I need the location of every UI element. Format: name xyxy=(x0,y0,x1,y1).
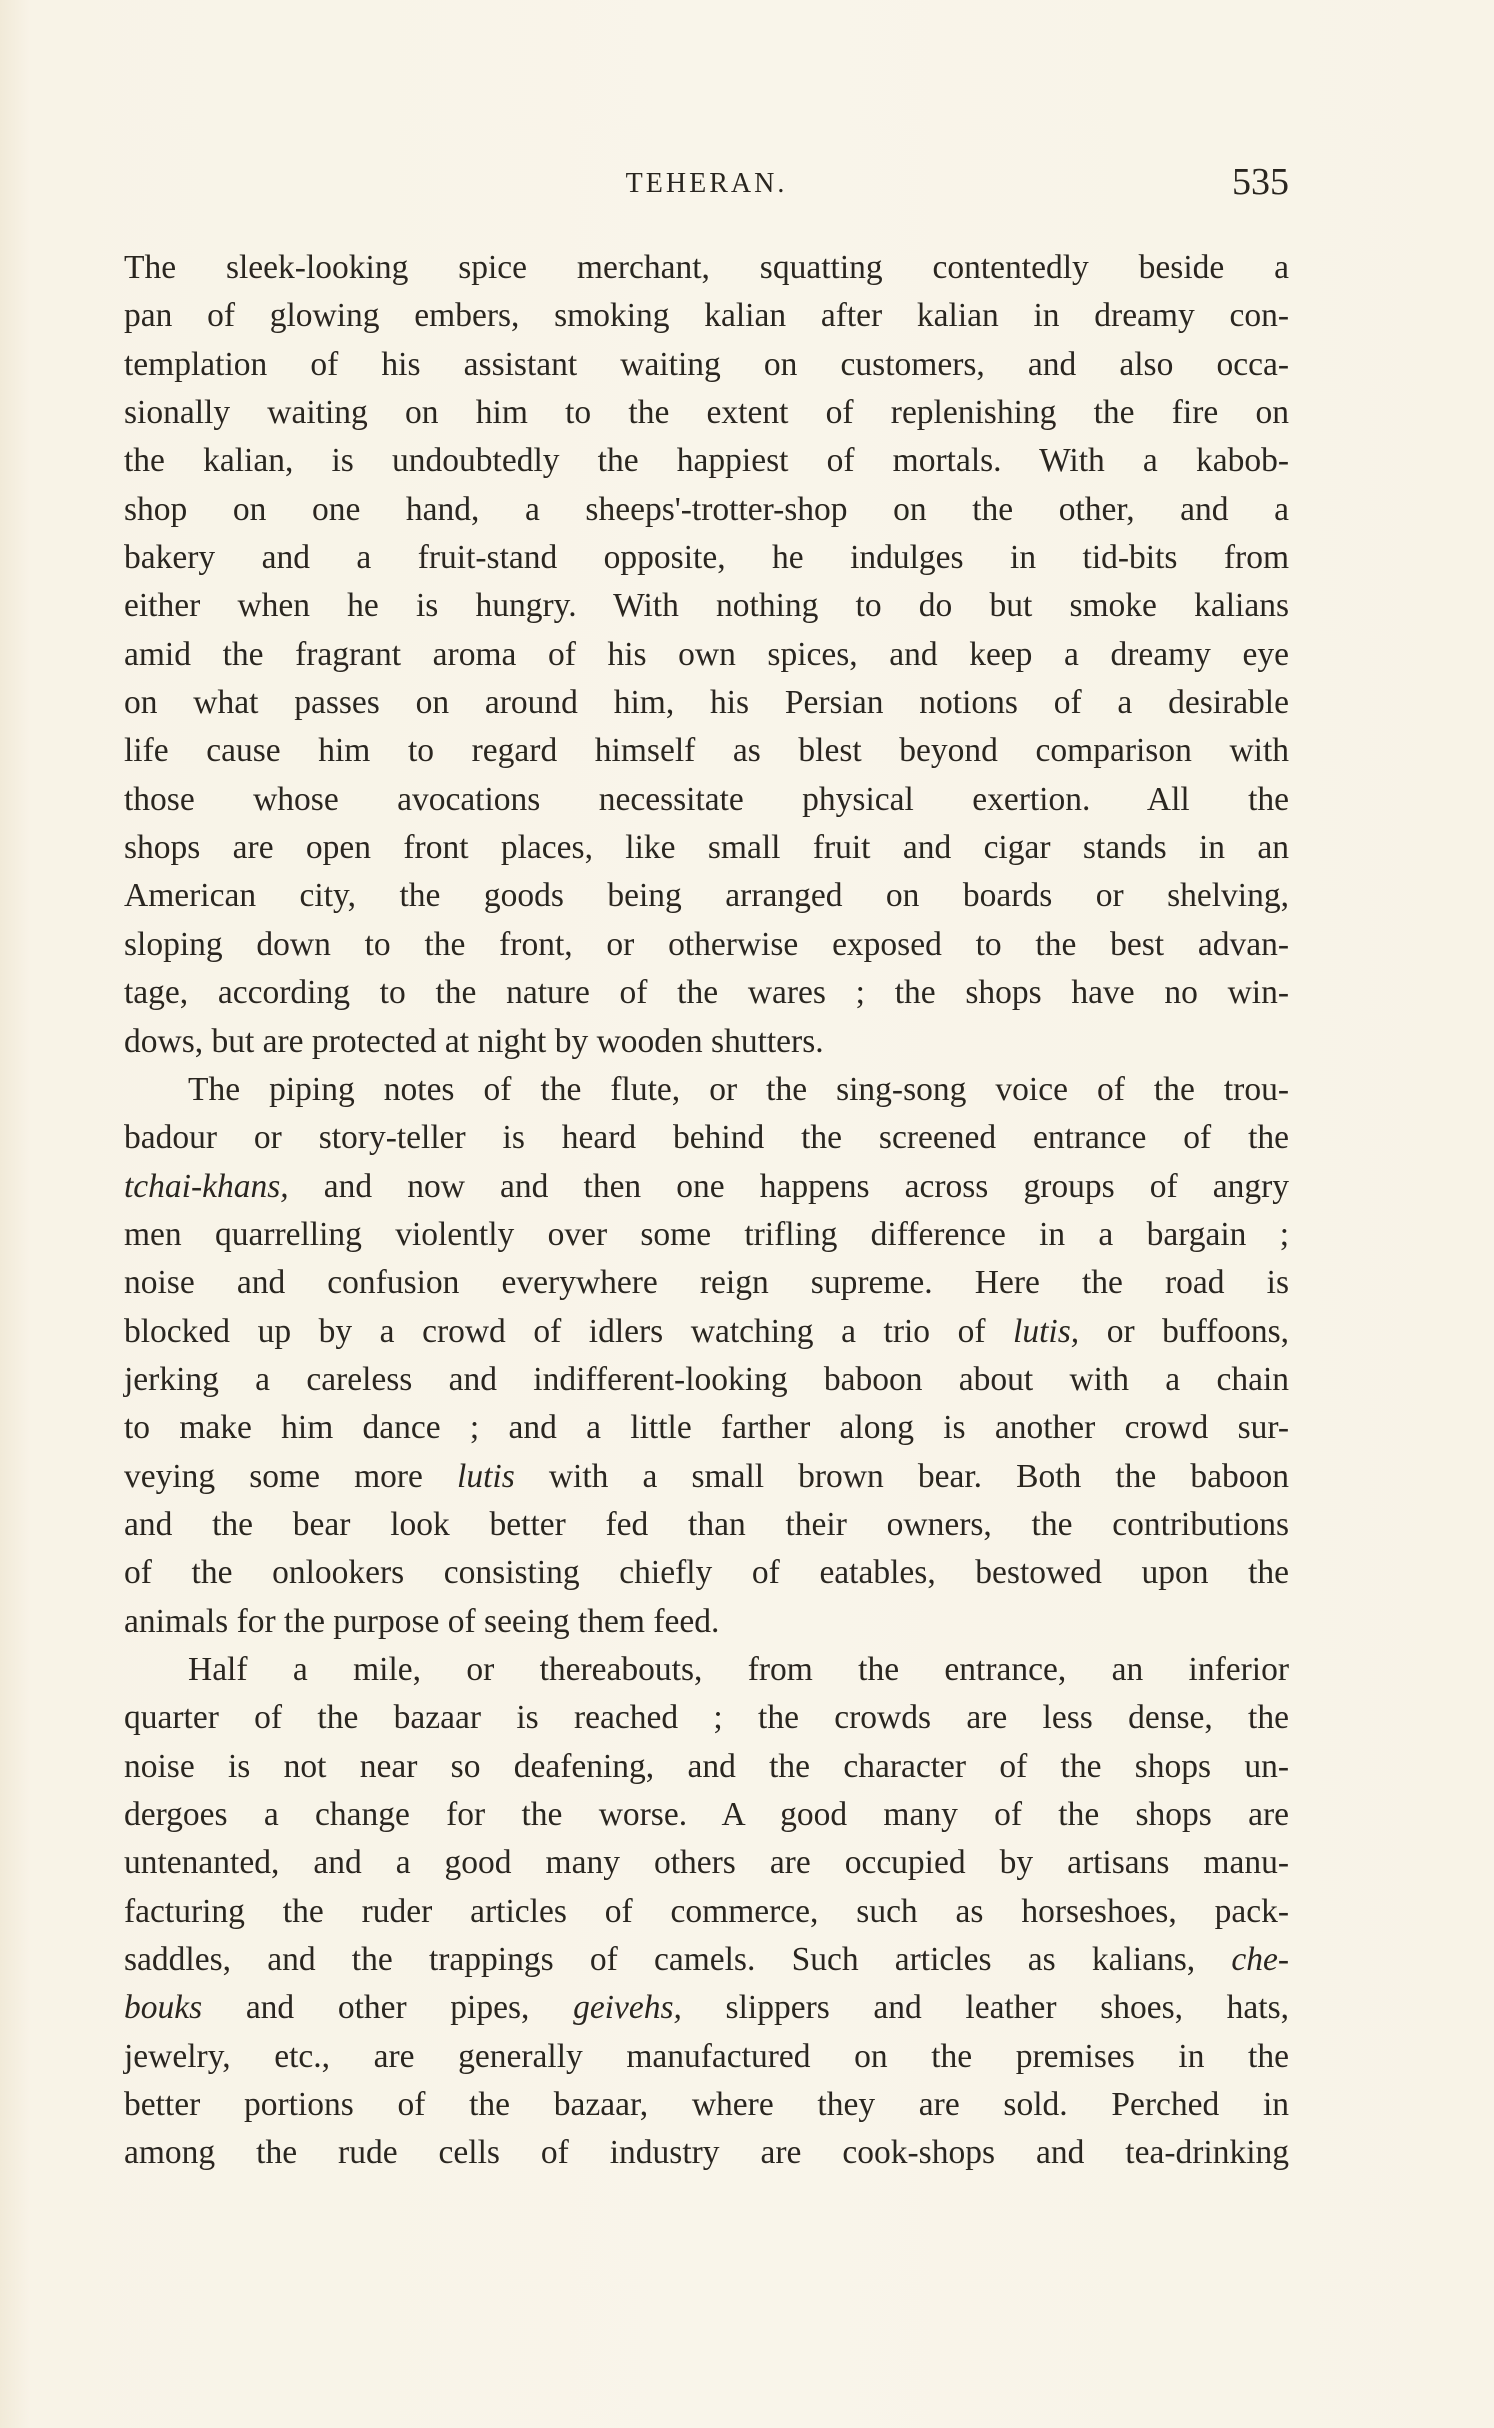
text-line: jewelry, etc., are generally manufactured on the premises in the xyxy=(124,2037,1289,2075)
text-line: dergoes a change for the worse. A good many of the shops are xyxy=(124,1796,1289,1833)
text-line: The piping notes of the flute, or the sing-song voice of the trou- xyxy=(188,1070,1289,1108)
text-line: veying some more lutis with a small brown bear. Both the baboon xyxy=(124,1457,1290,1495)
paragraph xyxy=(124,1066,1289,1646)
paragraph xyxy=(124,1646,1289,2178)
text-line: saddles, and the trappings of camels. Such articles as kalians, che- xyxy=(124,1941,1289,1979)
text-line: pan of glowing embers, smoking kalian after kalian in dreamy con- xyxy=(124,297,1289,335)
text-line: on what passes on around him, his Persian notions of a desirable xyxy=(124,684,1289,722)
italic-term: lutis xyxy=(457,1457,515,1495)
text-line: dows, but are protected at night by wooden shutters. xyxy=(124,1022,824,1060)
text-line: among the rude cells of industry are cook-shops and tea-drinking xyxy=(124,2134,1289,2172)
text-line: bakery and a fruit-stand opposite, he indulges in tid-bits from xyxy=(124,539,1289,577)
text-line: untenanted, and a good many others are occupied by artisans manu- xyxy=(124,1844,1289,1882)
paragraph xyxy=(124,244,1289,1066)
body-text xyxy=(124,244,1289,2178)
text-line: sloping down to the front, or otherwise exposed to the best advan- xyxy=(124,925,1289,963)
text-line: sionally waiting on him to the extent of replenishing the fire on xyxy=(124,394,1289,432)
italic-term: bouks xyxy=(124,1989,203,2027)
text-line: facturing the ruder articles of commerce, such as horseshoes, pack- xyxy=(124,1892,1289,1930)
text-line: bouks and other pipes, geivehs, slippers and leather shoes, hats, xyxy=(124,1989,1290,2027)
text-line: American city, the goods being arranged on boards or shelving, xyxy=(124,877,1289,915)
italic-term: geivehs, xyxy=(573,1989,682,2027)
italic-term: lutis, xyxy=(1013,1312,1080,1350)
text-line: the kalian, is undoubtedly the happiest of mortals. With a kabob- xyxy=(124,442,1289,480)
text-line: quarter of the bazaar is reached ; the crowds are less dense, the xyxy=(124,1699,1289,1737)
text-line: to make him dance ; and a little farther along is another crowd sur- xyxy=(124,1409,1289,1447)
running-head xyxy=(124,160,1289,210)
text-line: noise and confusion everywhere reign supreme. Here the road is xyxy=(124,1264,1289,1302)
text-line: of the onlookers consisting chiefly of eatables, bestowed upon the xyxy=(124,1554,1289,1592)
italic-term: tchai-khans, xyxy=(124,1167,289,1205)
text-line: blocked up by a crowd of idlers watching a trio of lutis, or buffoons, xyxy=(124,1312,1290,1350)
page-number: 535 xyxy=(1232,161,1289,203)
text-line: those whose avocations necessitate physical exertion. All the xyxy=(124,780,1289,818)
running-title: TEHERAN. xyxy=(625,168,788,199)
text-line: templation of his assistant waiting on customers, and also occa- xyxy=(124,345,1289,383)
text-line: badour or story-teller is heard behind the screened entrance of the xyxy=(124,1119,1289,1157)
text-line: tage, according to the nature of the wares ; the shops have no win- xyxy=(124,974,1289,1012)
italic-term: che- xyxy=(1231,1941,1289,1979)
text-line: life cause him to regard himself as blest beyond comparison with xyxy=(124,732,1289,770)
text-line: The sleek-looking spice merchant, squatting contentedly beside a xyxy=(124,249,1289,286)
text-line: shops are open front places, like small fruit and cigar stands in an xyxy=(124,829,1289,867)
text-line: men quarrelling violently over some trifling difference in a bargain ; xyxy=(124,1215,1289,1253)
text-line: better portions of the bazaar, where they are sold. Perched in xyxy=(124,2086,1289,2124)
text-line: animals for the purpose of seeing them feed. xyxy=(124,1602,720,1640)
text-line: and the bear look better fed than their owners, the contributions xyxy=(124,1505,1289,1543)
text-line: either when he is hungry. With nothing to do but smoke kalians xyxy=(124,587,1289,625)
text-line: Half a mile, or thereabouts, from the entrance, an inferior xyxy=(188,1650,1289,1688)
text-line: tchai-khans, and now and then one happens across groups of angry xyxy=(124,1167,1290,1205)
text-line: noise is not near so deafening, and the character of the shops un- xyxy=(124,1747,1289,1785)
text-line: shop on one hand, a sheeps'-trotter-shop on the other, and a xyxy=(124,490,1289,528)
text-line: jerking a careless and indifferent-looking baboon about with a chain xyxy=(124,1360,1289,1398)
text-line: amid the fragrant aroma of his own spices, and keep a dreamy eye xyxy=(124,635,1289,673)
